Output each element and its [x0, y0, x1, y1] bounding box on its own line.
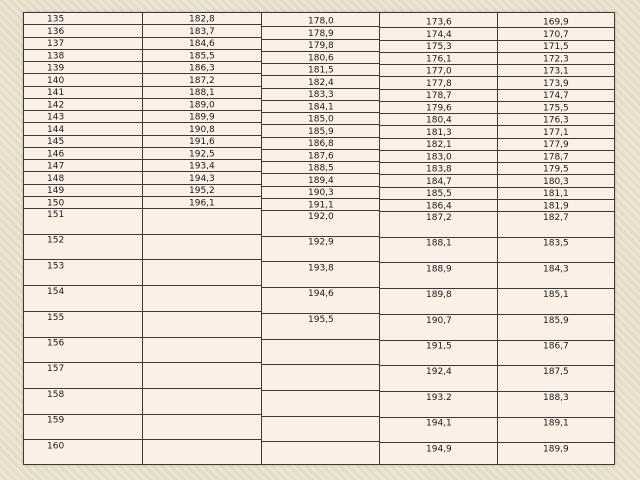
table-cell: 158: [47, 389, 65, 400]
table-cell: 177,1: [543, 127, 569, 138]
table-cell: 181,1: [543, 189, 569, 199]
table-cell: 142: [47, 100, 65, 111]
table-cell: 175,5: [543, 103, 569, 114]
table-cell: 178,0: [308, 16, 334, 27]
table-cell: 193,8: [308, 263, 334, 274]
table-cell: 190,3: [308, 188, 334, 198]
table-cell: 188,1: [426, 238, 452, 249]
table-cell: 173,6: [426, 17, 452, 28]
table-cell: 138: [47, 51, 65, 62]
table-cell: 176,1: [426, 54, 452, 65]
table-cell: 189,9: [543, 444, 569, 455]
table-cell: 186,3: [189, 63, 215, 74]
table-cell: 170,7: [543, 29, 569, 40]
table-cell: 160: [47, 441, 65, 452]
table-cell: 194,1: [426, 418, 452, 429]
table-cell: 173,9: [543, 78, 569, 89]
table-cell: 186,8: [308, 139, 334, 149]
table-cell: 153: [47, 261, 65, 272]
table-cell: 182,8: [189, 14, 215, 25]
table-cell: 184,1: [308, 102, 334, 113]
table-cell: 189,8: [426, 290, 452, 301]
table-cell: 193,4: [189, 161, 215, 172]
table-cell: 171,5: [543, 42, 569, 52]
table-cell: 147: [47, 161, 65, 172]
table-cell: 185,9: [543, 315, 569, 326]
table-cell: 194,9: [426, 444, 452, 455]
table-cell: 183,3: [308, 90, 334, 100]
table-cell: 180,6: [308, 53, 334, 64]
table-cell: 179,6: [426, 103, 452, 114]
table-cell: 195,2: [189, 186, 215, 196]
table-cell: 176,3: [543, 115, 569, 126]
table-cell: 188,1: [189, 88, 215, 98]
table-cell: 185,5: [189, 51, 215, 62]
table-cell: 188,9: [426, 264, 452, 275]
table-cell: 143: [47, 112, 65, 123]
table-cell: 177,0: [426, 66, 452, 77]
table-cell: 174,4: [426, 29, 452, 40]
table-cell: 182,7: [543, 213, 569, 223]
table-cell: 180,4: [426, 115, 452, 126]
table-cell: 183,0: [426, 152, 452, 163]
table-cell: 185,9: [308, 126, 334, 137]
table-cell: 192,9: [308, 237, 334, 248]
table-cell: 186,7: [543, 341, 569, 352]
table-cell: 174,7: [543, 91, 569, 101]
table-cell: 196,1: [189, 198, 215, 209]
table-cell: 175,3: [426, 42, 452, 52]
table-cell: 192,0: [308, 212, 334, 222]
table-cell: 187,5: [543, 367, 569, 378]
table-cell: 182,4: [308, 77, 334, 88]
table-cell: 179,5: [543, 164, 569, 175]
table-cell: 189,0: [189, 100, 215, 111]
table-cell: 187,2: [426, 213, 452, 223]
table-cell: 195,5: [308, 314, 334, 325]
table-cell: 146: [47, 149, 65, 160]
table-cell: 181,3: [426, 127, 452, 138]
table-cell: 190,8: [189, 124, 215, 135]
table-cell: 191,6: [189, 137, 215, 147]
table-cell: 178,7: [426, 91, 452, 101]
table-cell: 184,6: [189, 39, 215, 49]
table-cell: 135: [47, 14, 65, 25]
table-cell: 185,1: [543, 290, 569, 301]
table-cell: 154: [47, 287, 65, 298]
table-cell: 190,7: [426, 315, 452, 326]
table-cell: 177,9: [543, 140, 569, 150]
table-cell: 187,6: [308, 151, 334, 162]
table-cell: 184,3: [543, 264, 569, 275]
table-cell: 144: [47, 124, 65, 135]
table-cell: 191,1: [308, 200, 334, 211]
table-cell: 188,3: [543, 392, 569, 403]
table-cell: 194,6: [308, 289, 334, 300]
table-cell: 178,9: [308, 28, 334, 39]
table-cell: 172,3: [543, 54, 569, 65]
table-cell: 188,5: [308, 163, 334, 174]
table-cell: 180,3: [543, 176, 569, 187]
table-cell: 185,5: [426, 189, 452, 199]
table-cell: 183,5: [543, 238, 569, 249]
table-cell: 189,1: [543, 418, 569, 429]
table-cell: 181,5: [308, 65, 334, 76]
table-cell: 192,4: [426, 367, 452, 378]
table-cell: 169,9: [543, 17, 569, 28]
table-cell: 159: [47, 415, 65, 426]
table-cell: 139: [47, 63, 65, 74]
table-cell: 189,9: [189, 112, 215, 123]
table-grid: [23, 12, 615, 465]
table-cell: 137: [47, 39, 65, 49]
table-cell: 178,7: [543, 152, 569, 163]
table-cell: 184,7: [426, 176, 452, 187]
table-cell: 185,0: [308, 114, 334, 125]
table-cell: 183,7: [189, 26, 215, 37]
table-cell: 187,2: [189, 75, 215, 86]
table-cell: 186,4: [426, 201, 452, 212]
table-cell: 173,1: [543, 66, 569, 77]
table-cell: 155: [47, 312, 65, 323]
table-cell: 136: [47, 26, 65, 37]
table-cell: 181,9: [543, 201, 569, 212]
table-cell: 193.2: [426, 392, 452, 403]
table-cell: 191,5: [426, 341, 452, 352]
table-cell: 149: [47, 186, 65, 196]
table-cell: 150: [47, 198, 65, 209]
table-cell: 152: [47, 235, 65, 246]
table-cell: 145: [47, 137, 65, 147]
table-cell: 189,4: [308, 175, 334, 186]
table-cell: 157: [47, 364, 65, 375]
table-cell: 141: [47, 88, 65, 98]
table-cell: 194,3: [189, 173, 215, 184]
table-cell: 183,8: [426, 164, 452, 175]
table-cell: 182,1: [426, 140, 452, 150]
table-cell: 177,8: [426, 78, 452, 89]
table-cell: 192,5: [189, 149, 215, 160]
data-table: [23, 12, 615, 465]
table-cell: 148: [47, 173, 65, 184]
table-cell: 140: [47, 75, 65, 86]
table-cell: 151: [47, 210, 65, 220]
table-cell: 179,8: [308, 41, 334, 51]
table-cell: 156: [47, 338, 65, 349]
